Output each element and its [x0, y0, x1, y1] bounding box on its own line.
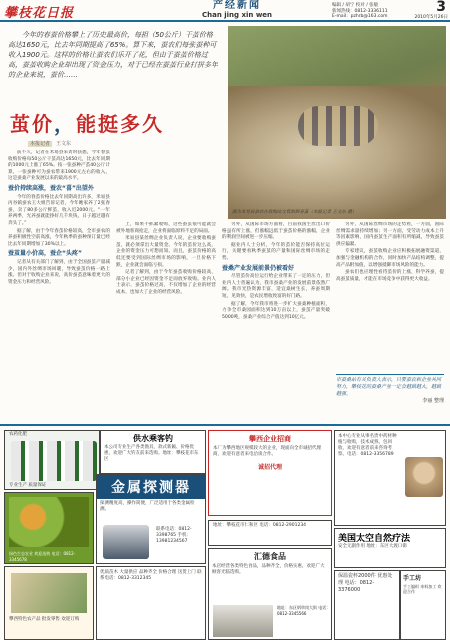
ads-area	[0, 424, 450, 640]
ad-text: 安全无副作用 地址：东区大渡口街	[338, 544, 407, 549]
article-subheading: 蚕桑产业发展前景仍被看好	[222, 264, 295, 272]
article-paragraph: 据业内人士分析，今年的茧价能否保持高位运行，关键要看秋季蚕茧的产量和国际丝绸市场的走势。	[222, 242, 330, 261]
article-column-1	[8, 150, 110, 422]
article-column-2	[116, 222, 216, 422]
meta-line: 编辑 / 胡宁 校对 / 张敏	[332, 3, 379, 8]
pull-quote-text: 市蚕桑站有关负责人表示，只要蚕农和企业共同努力，攀枝花的蚕桑产业一定会越做越大，越做越强。	[336, 377, 442, 397]
article-column-3	[222, 222, 330, 422]
ad-food-store	[208, 548, 332, 640]
article-paragraph: 今年的春茧价格比去年同期高出许多，米易县丙谷镇蚕农王大姐告诉记者，今年她家养了2张春蚕，卖了80多公斤鲜茧，收入近2000元。“一年养两季，光养蚕就能挣好几千块钱，日子越过越有奔头了。”	[8, 194, 110, 226]
article-paragraph: 上，如果不抓紧收购，这些蚕茧很可能就会被外地客商抢走，企业将面临原料不足的局面。	[116, 222, 216, 234]
headline-part: 茧价	[10, 112, 54, 136]
ad-highlight: 诚招代理	[257, 464, 282, 471]
byline-author: 王文东	[56, 141, 72, 147]
ad-title: 美国太空自然疗法	[338, 534, 411, 544]
pull-quote-signature: 李丽 整理	[422, 398, 444, 404]
ad-cups	[334, 570, 400, 640]
article-intro: 今年的春蚕价格攀上了历史最高价，每担（50公斤）干茧价格高达1650元，比去年同期提高了65%。算下来，蚕农们每张蚕种可收入1900元。这样的价格让蚕农们乐开了花，但由于蚕茧价格过高，蚕茧收购企业却出现了资金压力，对于已经在蚕茧行业打拼多年的企业来说，蚕价……	[8, 31, 218, 79]
article-paragraph: 记者从有关部门了解到，由于全国蚕茧产量减少，国内外丝绸市场回暖，导致蚕茧价格一路上涨。但对于收购企业来说，高价蚕茧意味着更大的资金压力和经营风险。	[8, 259, 110, 285]
byline	[28, 140, 71, 147]
article-paragraph: 专家建议，蚕茧收购企业应积极拓展融资渠道，加强与金融机构的合作，同时加快产品结构调整，提高产品附加值，以增强抵御市场风险的能力。	[336, 249, 444, 268]
ad-herbal	[334, 430, 446, 526]
meta-line: E-mail：pzhrb@163.com	[332, 14, 388, 19]
article-paragraph: 蚕农们也应理性看待茧价的上涨，科学养蚕，提高蚕茧质量，才能在市场竞争中获得更大收益。	[336, 270, 444, 282]
ad-handcraft	[400, 570, 446, 640]
meta-line: 新闻热线：0812-3336111	[332, 8, 388, 14]
ad-chemicals	[4, 430, 100, 490]
ad-text: 本中心专业从事名贵中药材种植与收购，技术成熟，包回收，欢迎有意者前来咨询考察。电话：0812-3356789	[338, 434, 397, 457]
article-paragraph: 前不久，记者在米易县采访时获悉，今年春茧收购价格每50公斤干茧高达1650元，比去年同期的1000元上涨了65%。按一张蚕种产茧40公斤计算，一张蚕种可为蚕农带来1900元左右的收入，这是蚕桑产业发展以来的最高水平。	[8, 150, 110, 182]
ad-image	[405, 457, 443, 497]
ad-text: 攀西特色农产品 批发零售 欢迎订购	[9, 617, 80, 622]
ad-contact: 地址：东区炳草岗大街 电话：0812-3345566	[277, 605, 331, 616]
byline-tag: 本报记者	[30, 141, 51, 147]
ad-text: 绿色生态农业 欢迎选购 电话：0812-3345678	[9, 551, 76, 562]
ad-therapy	[334, 528, 446, 568]
ad-produce	[4, 566, 94, 640]
headline-part: 能挺多久	[76, 112, 164, 136]
page-number: 3	[436, 0, 446, 15]
store-image	[213, 605, 273, 637]
article-paragraph: 另外，从国际市场方面看，目前我国生丝出口价格虽有所上涨，但涨幅远低于蚕茧价格的涨幅，企业的利润空间被进一步压缩。	[222, 222, 330, 241]
article-paragraph: 尽管茧价高位运行给企业带来了一定的压力，但业内人士普遍认为，我市蚕桑产业的发展前景依然广阔。我市光热资源丰富，适宜桑树生长，养蚕周期短、见效快，是农民增收致富的好门路。	[222, 274, 330, 299]
ad-text: 本店经营各类特色食品，品种齐全，价格实惠，欢迎广大顾客光临选购。	[212, 564, 325, 575]
ad-text: 优质苗木 大量供应 品种齐全 价格合理 送货上门 联系电话：0812-3312345	[100, 570, 202, 581]
ad-contact: 联系电话：0812-3398765 手机：13981234567	[156, 527, 192, 544]
ad-text: 手工编织 来料加工 欢迎合作	[403, 584, 442, 594]
ad-recruitment	[208, 430, 332, 518]
ad-metal-detector	[96, 474, 206, 564]
article-paragraph: 据了解，由于今年春茧价格较高，全市蚕农的养蚕积极性空前高涨，今年秋季的蚕种预订量已经比去年同期增加了30%以上。	[8, 228, 110, 247]
brand-logo: 攀枝花日报	[4, 6, 75, 21]
ad-box	[208, 430, 332, 516]
ad-green-agriculture	[4, 492, 94, 564]
ad-title: 攀西企业招商	[249, 435, 291, 443]
ad-image	[9, 497, 89, 547]
photo-people	[298, 106, 378, 146]
section-title: 产经新闻	[213, 0, 261, 11]
article-paragraph: 记者了解到，由于今年蚕茧收购价格较高，部分小企业已经因资金不足而放弃收购。业内人士表示，蚕茧价格过高，不仅增加了企业的经营成本，也加大了企业的经营风险。	[116, 270, 216, 295]
ad-title: 手工坊	[403, 575, 422, 582]
article-photo	[228, 26, 446, 219]
article-headline	[10, 108, 225, 137]
ad-title: 金属探测器	[97, 475, 205, 499]
edition-meta	[332, 3, 412, 20]
article-column-4	[336, 222, 444, 372]
pull-quote	[336, 374, 444, 420]
ad-text: 地址：攀枝花市仁和区 电话：0812-2901234	[213, 523, 307, 528]
ad-seedlings	[96, 566, 206, 640]
ad-text: 保温瓷杯2000件 优惠处理 电话：0812-3376000	[338, 573, 393, 593]
photo-caption: 图为米易县蚕农在收购站交售新鲜春茧（本报记者 王文东 摄）	[232, 210, 357, 215]
ad-title: 汇德食品	[254, 552, 286, 561]
ad-image	[11, 573, 87, 613]
section-pinyin: Chan jing xin wen	[201, 11, 273, 19]
headline-punct: ，	[54, 112, 76, 136]
page-date: 2010年5月26日	[414, 15, 448, 20]
masthead	[0, 0, 450, 22]
article-subheading: 蚕茧量小价高，蚕企“头疼”	[8, 250, 82, 258]
section-header	[178, 0, 296, 20]
ad-text: 专业生产 质量保证	[9, 483, 47, 488]
detector-image	[103, 525, 149, 559]
ad-address	[208, 520, 332, 546]
article-subheading: 蚕价持续高涨，蚕农“喜”出望外	[8, 184, 94, 192]
product-bottles-image	[11, 441, 97, 481]
article-paragraph: 据了解，今年我市将进一步扩大蚕桑种植面积，力争全市桑园面积达到10万亩以上，蚕茧产量突破5000吨，蚕桑产业综合产值达到10亿元。	[222, 301, 330, 320]
ad-text: 本厂为攀西地区规模较大的企业，现面向全市诚招代理商，欢迎有意者来电洽谈合作。	[213, 446, 321, 457]
ad-title: 供水乘客钓	[133, 434, 173, 443]
ad-title: 农药化肥	[9, 432, 27, 437]
article-paragraph: 另外，从国际丝绸市场的走势看，一方面，国际丝绸需求量持续增加；另一方面，受劳动力成本上升等因素影响，国内蚕茧生产面积有所缩减，导致蚕茧供应偏紧。	[336, 222, 444, 247]
ad-text: 本公司专业生产各类渔具，款式新颖、价格优惠，欢迎广大钓友前来选购。地址：攀枝花市东区	[104, 445, 199, 462]
ad-text: 探测精度高，操作简便，广泛适用于各类金属检测。	[100, 501, 195, 512]
article-paragraph: 米易县某丝绸企业负责人说，企业要收购蚕茧，就必须拿出大量资金。今年的茧价这么高，企业的资金压力可想而知。而且，蚕茧价格的高低还要受到国际丝绸市场的影响，一旦价格下跌，企业就会面临亏损。	[116, 236, 216, 268]
ad-fishing	[100, 430, 206, 474]
